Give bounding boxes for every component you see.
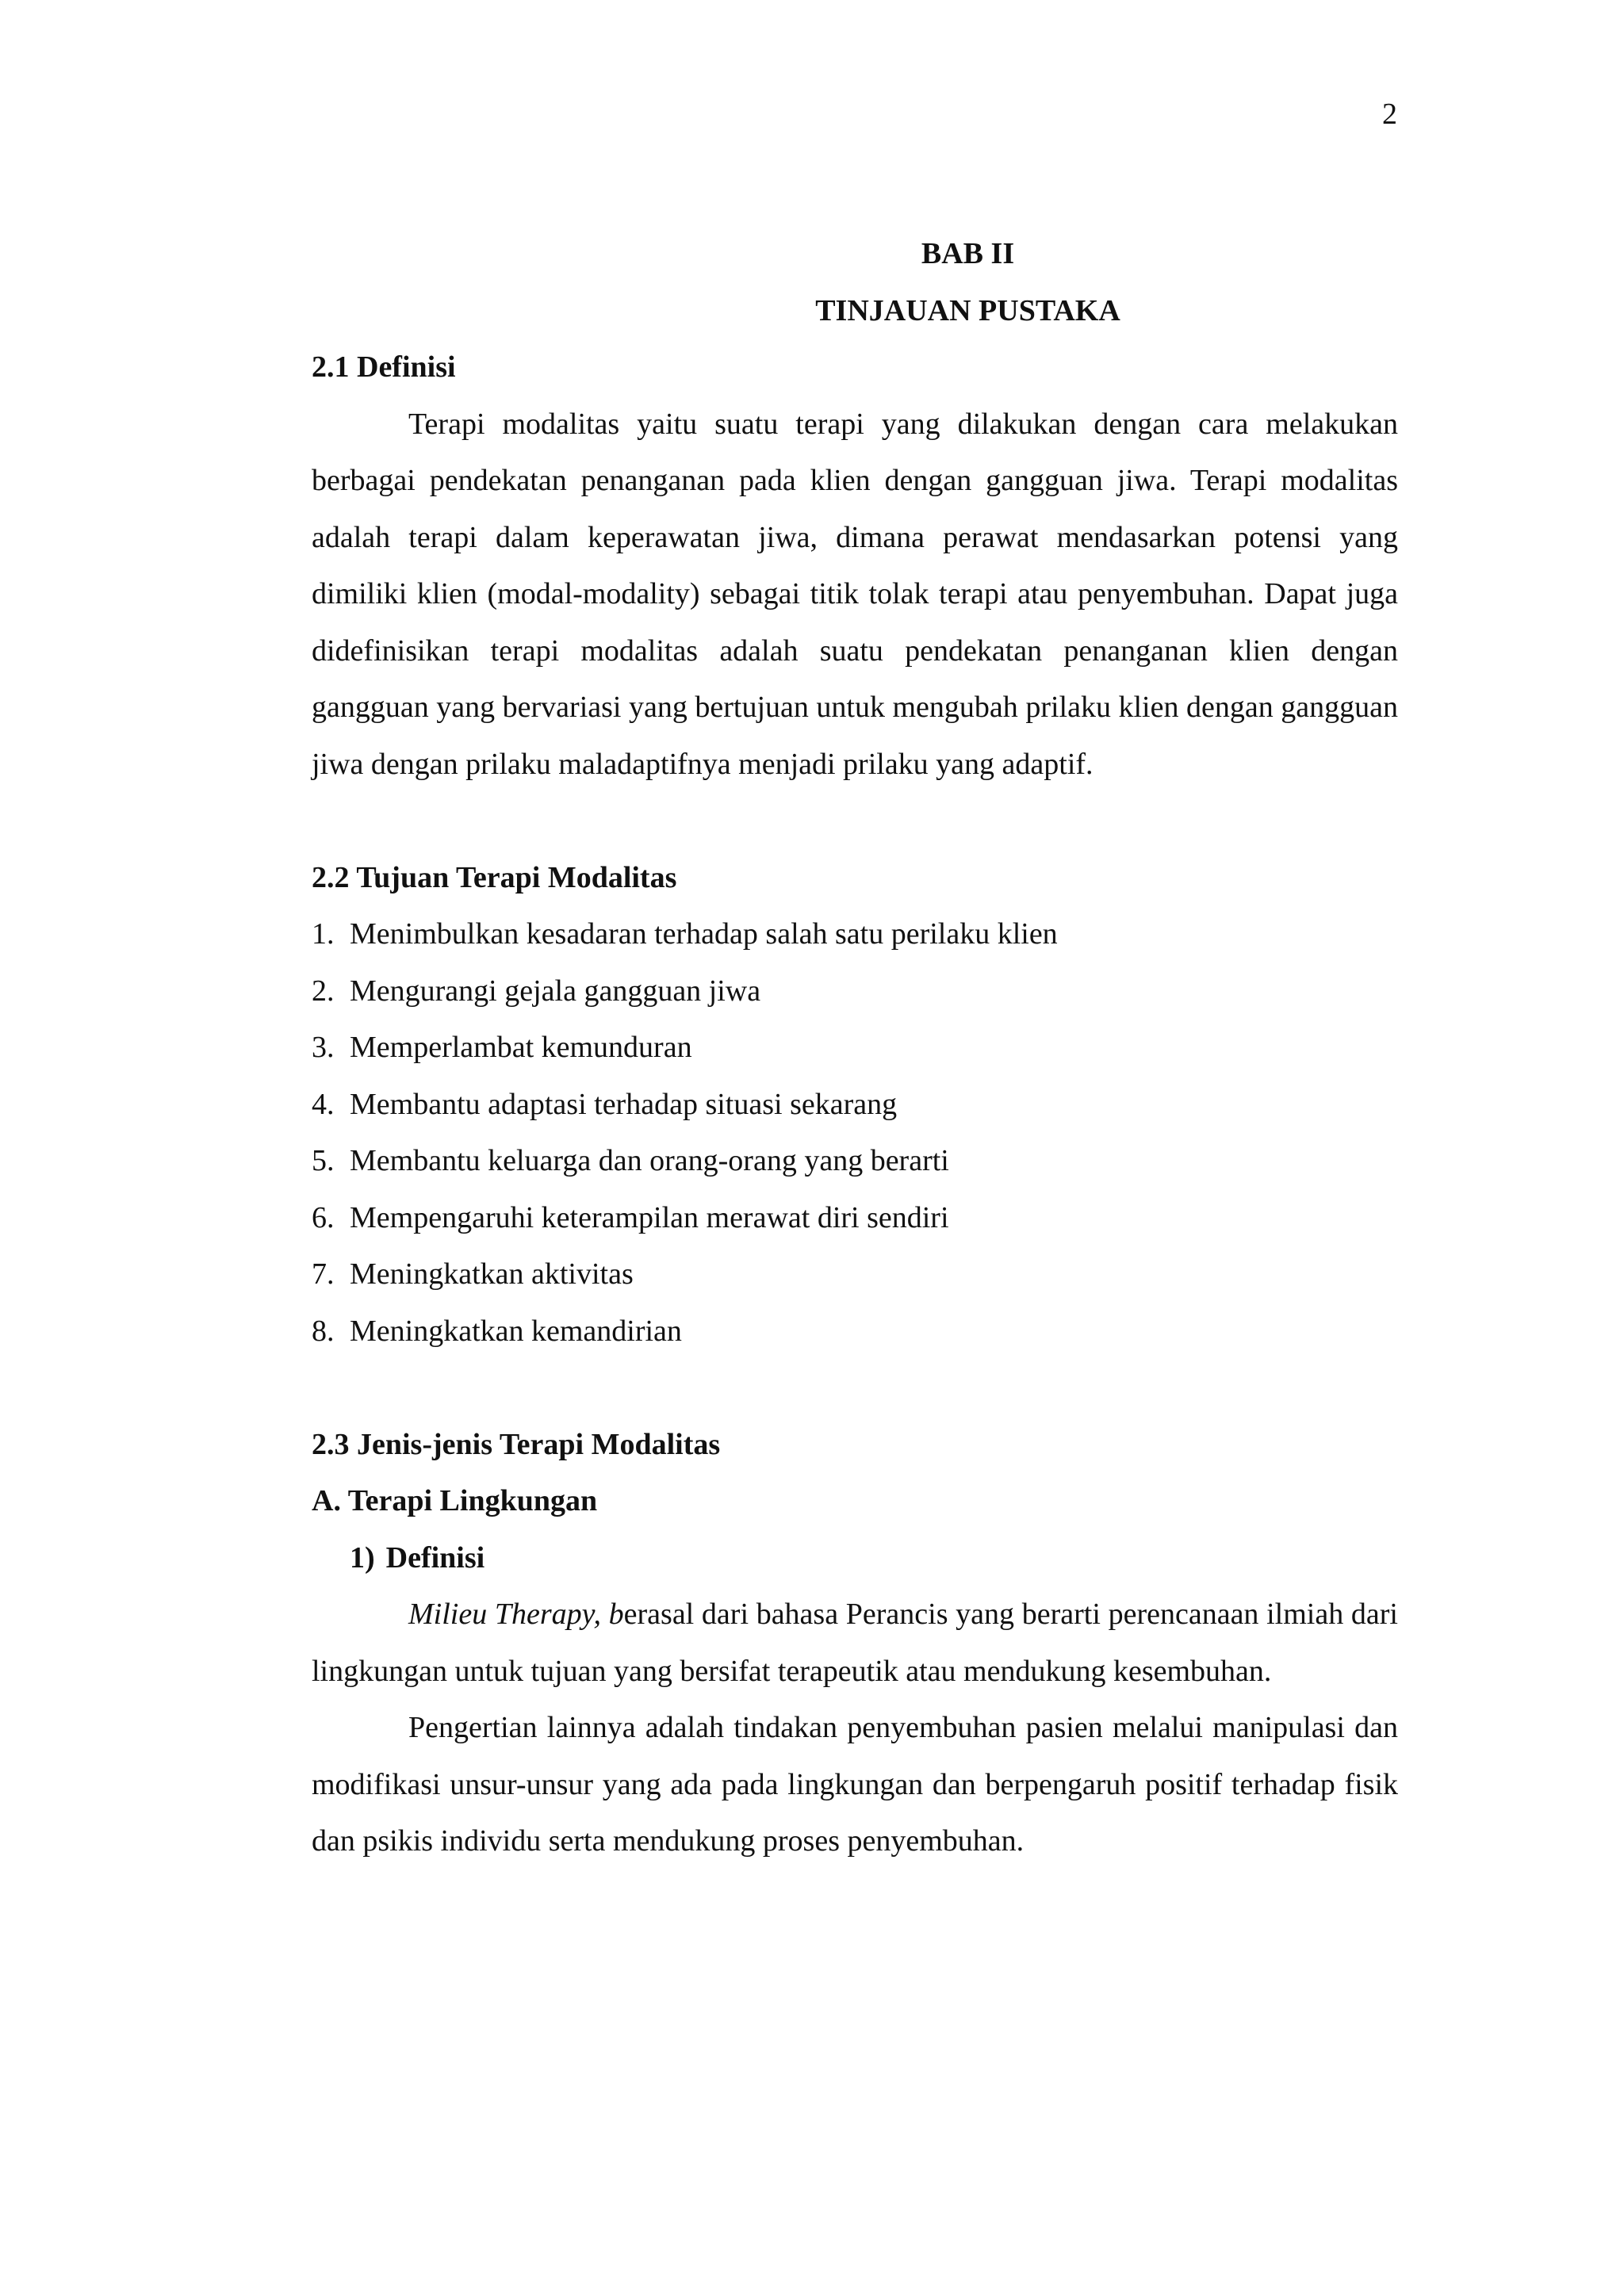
list-item-text: Membantu keluarga dan orang-orang yang berarti <box>350 1144 949 1177</box>
list-item-number: 2. <box>312 974 335 1008</box>
list-item <box>312 963 1398 1020</box>
list-item <box>312 1190 1398 1247</box>
subheading-label: Definisi <box>385 1540 485 1575</box>
subheading-definisi <box>312 1530 1398 1587</box>
page-number: 2 <box>1382 98 1397 131</box>
list-item-text: Memperlambat kemunduran <box>350 1031 692 1064</box>
list-item <box>312 1303 1398 1360</box>
paragraph-milieu-therapy <box>312 1586 1398 1700</box>
list-item-text: Mengurangi gejala gangguan jiwa <box>350 974 761 1008</box>
tujuan-list <box>312 906 1398 1360</box>
list-item-number: 3. <box>312 1031 335 1064</box>
paragraph-pengertian: Pengertian lainnya adalah tindakan penyembuhan pasien melalui manipulasi dan modifikasi unsur-unsur yang ada pada lingkungan dan berpengaruh positif terhadap fisik dan psikis individu serta mendukung proses penyembuhan. <box>312 1711 1398 1858</box>
paragraph-definisi: Terapi modalitas yaitu suatu terapi yang dilakukan dengan cara melakukan berbagai pendekatan penanganan pada klien dengan gangguan jiwa. Terapi modalitas adalah terapi dalam keperawatan jiwa, dimana perawat mendasarkan potensi yang dimiliki klien (modal-modality) sebagai titik tolak terapi atau penyembuhan. Dapat juga didefinisikan terapi modalitas adalah suatu pendekatan penanganan klien dengan gangguan yang bervariasi yang bertujuan untuk mengubah prilaku klien dengan gangguan jiwa dengan prilaku maladaptifnya menjadi prilaku yang adaptif. <box>312 407 1398 781</box>
section-heading-tujuan: 2.2 Tujuan Terapi Modalitas <box>312 860 677 894</box>
list-item <box>312 1077 1398 1134</box>
list-item-text: Meningkatkan aktivitas <box>350 1257 634 1291</box>
chapter-title: TINJAUAN PUSTAKA <box>815 293 1120 327</box>
list-item-text: Menimbulkan kesadaran terhadap salah satu perilaku klien <box>350 917 1058 951</box>
spacer <box>312 1360 1398 1417</box>
chapter-label: BAB II <box>921 237 1015 270</box>
list-item <box>312 1020 1398 1077</box>
list-item <box>312 906 1398 963</box>
list-item-text: Membantu adaptasi terhadap situasi sekarang <box>350 1087 898 1121</box>
list-item-number: 8. <box>312 1314 335 1348</box>
list-item-text: Meningkatkan kemandirian <box>350 1314 682 1348</box>
subheading-terapi-lingkungan: A. Terapi Lingkungan <box>312 1484 598 1517</box>
section-heading-jenis: 2.3 Jenis-jenis Terapi Modalitas <box>312 1427 721 1461</box>
spacer <box>312 793 1398 850</box>
section-heading-definisi: 2.1 Definisi <box>312 350 456 384</box>
page-content <box>312 226 1398 1870</box>
list-item-number: 4. <box>312 1087 335 1121</box>
italic-term: Milieu Therapy, b <box>408 1598 624 1631</box>
list-item <box>312 1133 1398 1190</box>
subheading-number: 1) <box>350 1540 375 1575</box>
list-item-number: 6. <box>312 1200 335 1234</box>
list-item <box>312 1246 1398 1303</box>
list-item-number: 1. <box>312 917 335 951</box>
list-item-number: 7. <box>312 1257 335 1291</box>
list-item-number: 5. <box>312 1144 335 1177</box>
list-item-text: Mempengaruhi keterampilan merawat diri sendiri <box>350 1200 949 1234</box>
paragraph-text: erasal dari bahasa Perancis yang berarti perencanaan ilmiah dari lingkungan untuk tujuan yang bersifat terapeutik atau mendukung kesembuhan. <box>312 1598 1398 1688</box>
